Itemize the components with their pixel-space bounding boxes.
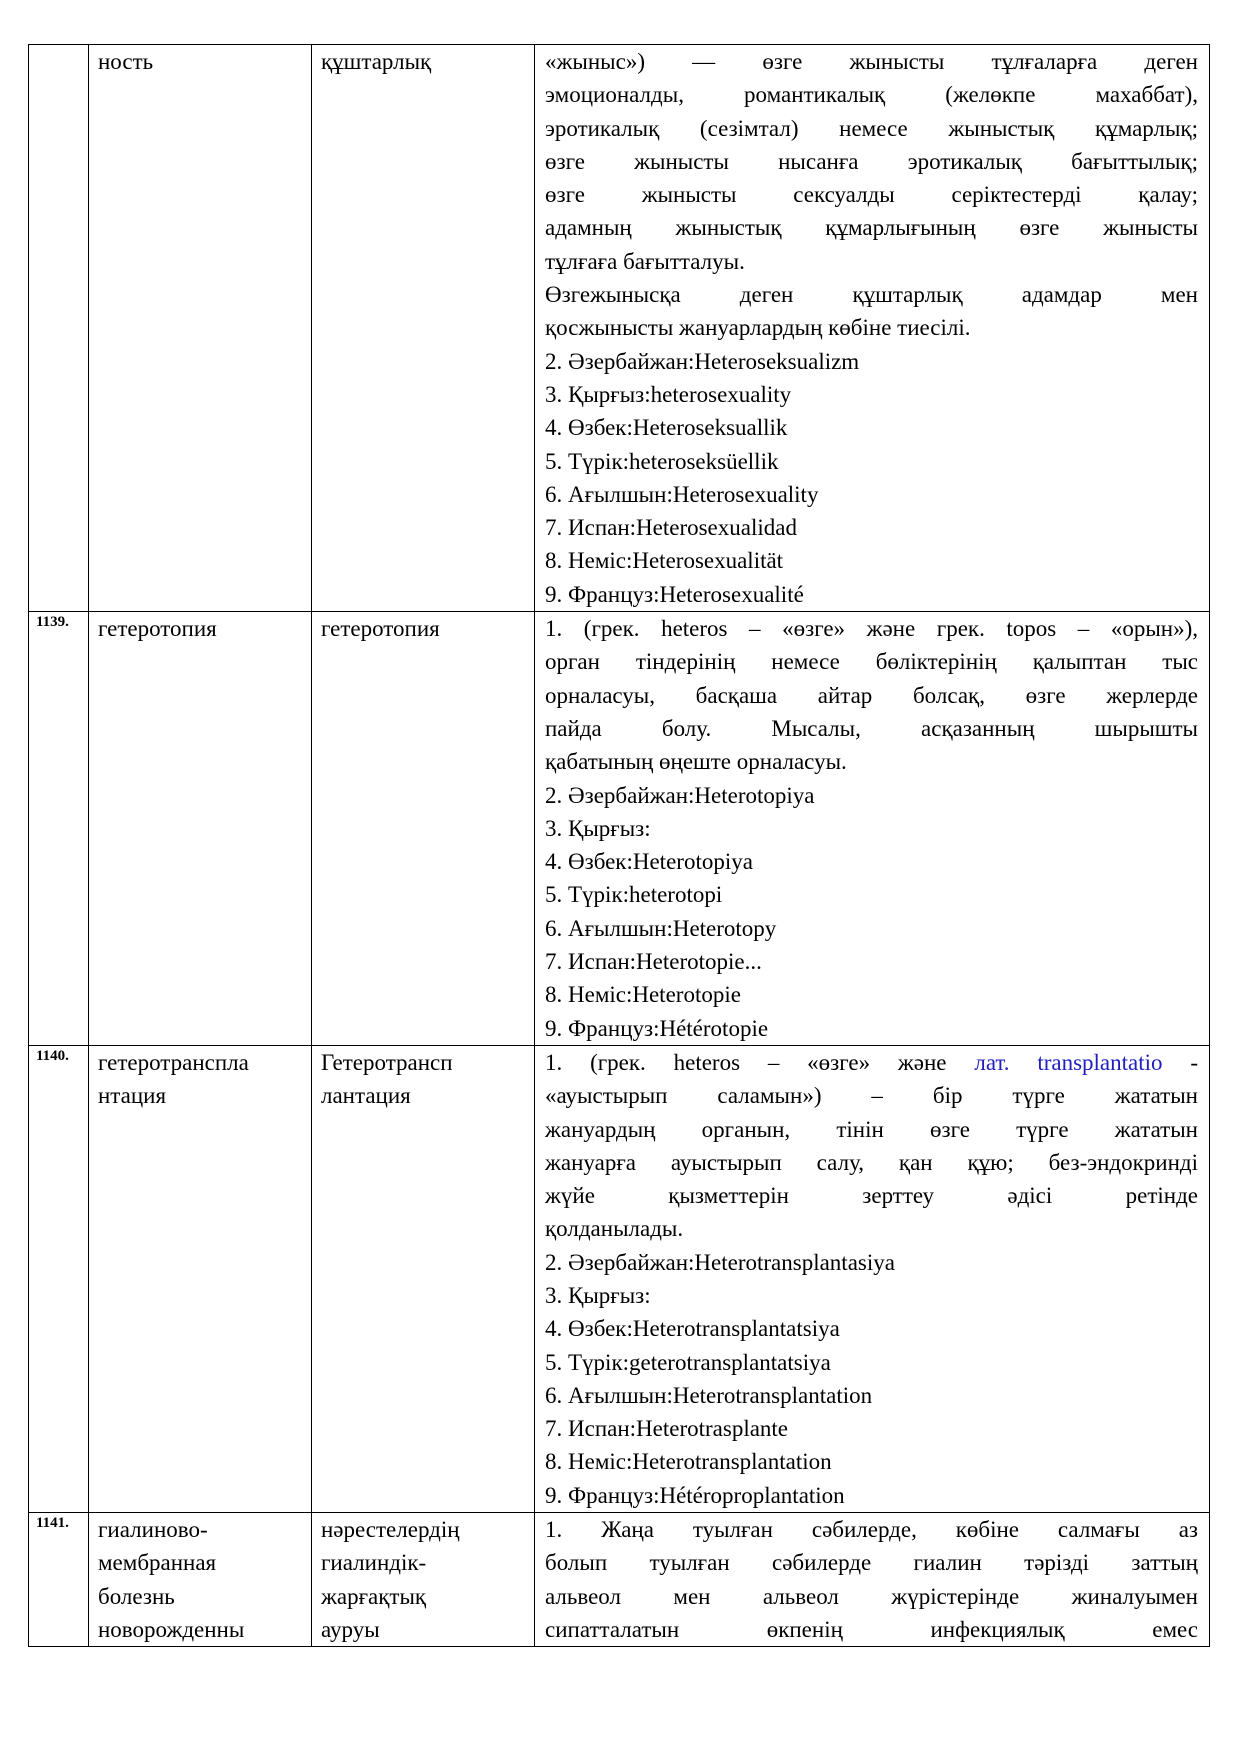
translation-line: 5. Түрік:heteroseksüellik	[545, 448, 779, 474]
russian-term-line: нтация	[98, 1083, 167, 1109]
translation-line: 9. Француз:Hétéroproplantation	[545, 1482, 845, 1508]
kazakh-term-cell	[312, 1513, 535, 1647]
russian-term-line: мембранная	[98, 1550, 217, 1576]
kazakh-term-cell	[312, 45, 535, 612]
definition-line: эротикалық (сезімтал) немесе жыныстық құмарлық;	[545, 115, 1198, 141]
kazakh-term-line: ауруы	[321, 1616, 380, 1642]
translation-line: 3. Қырғыз:	[545, 815, 651, 841]
translation-line: 4. Өзбек:Heterotopiya	[545, 849, 753, 875]
note-line: Өзгежынысқа деген құштарлық адамдар мен	[545, 282, 1198, 308]
definition-line: болып туылған сәбилерде гиалин тәрізді заттың	[545, 1550, 1198, 1576]
entry-number-cell	[29, 1513, 89, 1647]
translation-line: 2. Әзербайжан:Heterotopiya	[545, 782, 815, 808]
translation-line: 7. Испан:Heterosexualidad	[545, 515, 797, 541]
definition-line: 1. Жаңа туылған сәбилерде, көбіне салмағы аз	[545, 1517, 1198, 1543]
kazakh-term-line: гиалиндік-	[321, 1550, 427, 1576]
definition-cell	[535, 1045, 1210, 1512]
kazakh-term-line: жарғақтық	[321, 1583, 427, 1609]
definition-line: 1. (грек. heteros – «өзге» және лат. transplantatio -	[545, 1049, 1198, 1075]
translation-line: 7. Испан:Heterotrasplante	[545, 1416, 789, 1442]
translation-line: 6. Ағылшын:Heterotopy	[545, 915, 777, 941]
definition-text	[535, 1046, 1209, 1512]
translation-line: 6. Ағылшын:Heterosexuality	[545, 481, 819, 507]
translation-line: 4. Өзбек:Heterotransplantatsiya	[545, 1316, 840, 1342]
russian-term-cell	[89, 1045, 312, 1512]
translation-line: 7. Испан:Heterotopie...	[545, 949, 762, 975]
translation-line: 8. Неміс:Heterotransplantation	[545, 1449, 832, 1475]
translation-line: 9. Француз:Hétérotopie	[545, 1015, 769, 1041]
definition-line: адамның жыныстық құмарлығының өзге жынысты	[545, 215, 1198, 241]
entry-number: 1140.	[36, 1047, 69, 1064]
russian-term-line: новорожденны	[98, 1616, 245, 1642]
russian-term-cell	[89, 45, 312, 612]
kazakh-term-cell	[312, 1045, 535, 1512]
translation-line: 3. Қырғыз:	[545, 1282, 651, 1308]
definition-line: пайда болу. Мысалы, асқазанның шырышты	[545, 715, 1198, 741]
table-row	[29, 45, 1210, 612]
russian-term-cell	[89, 612, 312, 1046]
definition-line: жүйе қызметтерін зерттеу әдісі ретінде	[545, 1183, 1198, 1209]
definition-line: тұлғаға бағытталуы.	[545, 248, 745, 274]
translation-line: 2. Әзербайжан:Heterotransplantasiya	[545, 1249, 895, 1275]
definition-text	[535, 612, 1209, 1045]
definition-line: орналасуы, басқаша айтар болсақ, өзге жерлерде	[545, 682, 1198, 708]
definition-text	[535, 1513, 1209, 1646]
russian-term-cell	[89, 1513, 312, 1647]
kazakh-term-line: лантация	[321, 1083, 411, 1109]
table-row	[29, 1045, 1210, 1512]
definition-line: өзге жынысты нысанға эротикалық бағыттылық;	[545, 148, 1198, 174]
russian-term-line: болезнь	[98, 1583, 175, 1609]
kazakh-term-line: Гетеротрансп	[321, 1049, 453, 1075]
entry-number: 1139.	[36, 614, 69, 631]
definition-line: қолданылады.	[545, 1216, 684, 1242]
definition-line: «ауыстырып саламын») – бір түрге жататын	[545, 1083, 1198, 1109]
russian-term-line: гиалиново-	[98, 1517, 208, 1543]
dictionary-rows	[29, 45, 1210, 1647]
definition-line: «жыныс») — өзге жынысты тұлғаларға деген	[545, 49, 1198, 74]
definition-line: өзге жынысты сексуалды серіктестерді қалау;	[545, 182, 1198, 208]
russian-term-line: гетеротопия	[98, 616, 217, 642]
kazakh-term-line: гетеротопия	[321, 616, 440, 642]
entry-number-cell	[29, 1045, 89, 1512]
entry-number	[29, 45, 88, 47]
note-line: қосжынысты жануарлардың көбіне тиесілі.	[545, 315, 971, 341]
definition-text	[535, 45, 1209, 611]
translation-line: 8. Неміс:Heterosexualität	[545, 548, 784, 574]
dictionary-table	[28, 44, 1210, 1647]
definition-line: альвеол мен альвеол жүрістерінде жиналуымен	[545, 1583, 1198, 1609]
translation-line: 4. Өзбек:Heteroseksuallik	[545, 415, 788, 441]
entry-number-cell	[29, 45, 89, 612]
translation-line: 8. Неміс:Heterotopie	[545, 982, 741, 1008]
table-row	[29, 612, 1210, 1046]
definition-line: сипатталатын өкпенің инфекциялық емес	[545, 1616, 1198, 1642]
definition-line: қабатының өңеште орналасуы.	[545, 749, 847, 775]
definition-cell	[535, 612, 1210, 1046]
definition-line: 1. (грек. heteros – «өзге» және грек. topos – «орын»),	[545, 616, 1198, 642]
entry-number: 1141.	[36, 1515, 69, 1532]
definition-line: жануардың органын, тінін өзге түрге жататын	[545, 1116, 1198, 1142]
translation-line: 5. Түрік:geterotransplantatsiya	[545, 1349, 831, 1375]
russian-term-line: ность	[98, 49, 154, 74]
table-row	[29, 1513, 1210, 1647]
kazakh-term-cell	[312, 612, 535, 1046]
translation-line: 2. Әзербайжан:Heteroseksualizm	[545, 348, 860, 374]
definition-line: орган тіндерінің немесе бөліктерінің қалыптан тыс	[545, 649, 1198, 675]
entry-number-cell	[29, 612, 89, 1046]
translation-line: 9. Француз:Heterosexualité	[545, 581, 804, 607]
definition-cell	[535, 45, 1210, 612]
definition-line: эмоционалды, романтикалық (желөкпе махаббат),	[545, 82, 1198, 108]
translation-line: 3. Қырғыз:heterosexuality	[545, 381, 792, 407]
latin-term-link: лат. transplantatio	[974, 1049, 1163, 1075]
definition-cell	[535, 1513, 1210, 1647]
definition-line: жануарға ауыстырып салу, қан құю; без-эндокринді	[545, 1149, 1198, 1175]
kazakh-term-line: құштарлық	[321, 49, 432, 74]
translation-line: 6. Ағылшын:Heterotransplantation	[545, 1382, 873, 1408]
russian-term-line: гетеротранспла	[98, 1049, 249, 1075]
translation-line: 5. Түрік:heterotopi	[545, 882, 723, 908]
kazakh-term-line: нәрестелердің	[321, 1517, 460, 1543]
